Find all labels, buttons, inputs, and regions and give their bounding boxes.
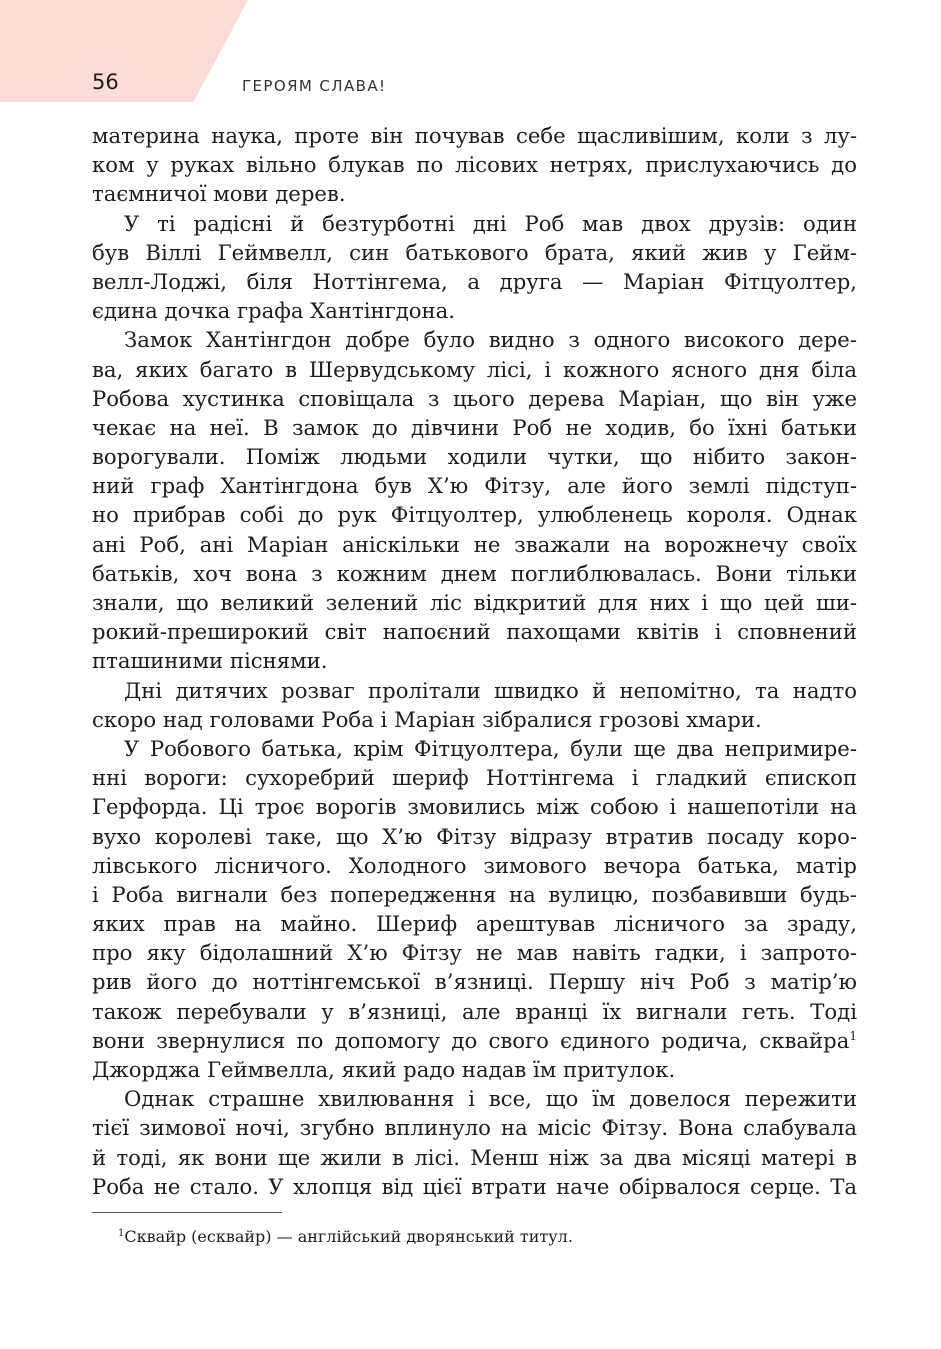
text-line: материна наука, проте він почував себе щасливішим, коли з лу- — [92, 123, 857, 148]
text-line: таємничої мови дерев. — [92, 181, 346, 207]
text-line: Дні дитячих розваг пролітали швидко й непомітно, та надто — [124, 677, 857, 703]
header-corner-decoration — [0, 0, 248, 102]
text-line: ком у руках вільно блукав по лісових нетрях, прислухаючись до — [92, 152, 857, 178]
text-line: вухо королеві таке, що Х’ю Фітзу відразу втратив посаду коро- — [92, 823, 857, 849]
text-line: Герфорда. Ці троє ворогів змовились між собою і нашепотіли на — [92, 794, 857, 820]
text-line: нні вороги: сухоребрий шериф Ноттінгема і гладкий єпископ — [92, 765, 857, 791]
text-line: Джорджа Геймвелла, який радо надав їм притулок. — [92, 1057, 676, 1082]
text-line: про яку бідолашний Х’ю Фітзу не мав навіть гадки, і запрото- — [92, 940, 857, 966]
body-text — [92, 121, 857, 1201]
text-line: У ті радісні й безтурботні дні Роб мав двох друзів: один — [124, 210, 857, 236]
text-line: Роба не стало. У хлопця від цієї втрати наче обірвалося серце. Та — [92, 1173, 857, 1199]
text-line-content: вони звернулися по допомогу до свого єдиного родича, сквайра — [92, 1027, 850, 1053]
footnote — [118, 1227, 573, 1247]
text-line: рив його до ноттінгемської в’язниці. Першу ніч Роб з матір’ю — [92, 969, 857, 995]
footnote-marker: 1 — [849, 1028, 857, 1043]
text-line-with-footnote — [92, 1026, 857, 1055]
text-line: знали, що великий зелений ліс відкритий для них і що цей ши- — [92, 590, 857, 615]
text-line: ворогували. Поміж людьми ходили чутки, що нібито закон- — [92, 444, 857, 470]
text-line: У Робового батька, крім Фітцуолтера, були ще два непримире- — [124, 735, 857, 761]
text-line: пташиними піснями. — [92, 648, 328, 674]
text-line: ані Роб, ані Маріан аніскільки не зважали на ворожнечу своїх — [92, 531, 857, 557]
text-line: скоро над головами Роба і Маріан зібралися грозові хмари. — [92, 706, 762, 732]
text-line: й тоді, як вони ще жили в лісі. Менш ніж за два місяці матері в — [92, 1144, 857, 1170]
text-line: єдина дочка графа Хантінгдона. — [92, 298, 456, 324]
text-line: чекає на неї. В замок до дівчини Роб не ходив, бо їхні батьки — [92, 414, 857, 440]
page-number: 56 — [92, 70, 119, 94]
footnote-divider — [92, 1212, 282, 1213]
text-line: ний граф Хантінгдона був Х’ю Фітзу, але його землі підступ- — [92, 473, 857, 499]
text-line: ва, яких багато в Шервудському лісі, і кожного ясного дня біла — [92, 356, 857, 382]
text-line: Робова хустинка сповіщала з цього дерева Маріан, що він уже — [92, 385, 857, 411]
text-line: Замок Хантінгдон добре було видно з одного високого дере- — [124, 327, 857, 353]
text-line: батьків, хоч вона з кожним днем поглиблювалась. Вони тільки — [92, 560, 857, 586]
text-line: Однак страшне хвилювання і все, що їм довелося пережити — [124, 1086, 857, 1112]
text-line: і Роба вигнали без попередження на вулицю, позбавивши будь- — [92, 881, 857, 907]
text-line: рокий-преширокий світ напоєний пахощами квітів і сповнений — [92, 619, 857, 645]
text-line: був Віллі Геймвелл, син батькового брата, який жив у Гейм- — [92, 239, 857, 265]
footnote-text: Сквайр (есквайр) — англійський дворянський титул. — [124, 1227, 573, 1246]
text-line: но прибрав собі до рук Фітцуолтер, улюбленець короля. Однак — [92, 502, 857, 528]
text-line: тієї зимової ночі, згубно вплинуло на місіс Фітзу. Вона слабувала — [92, 1115, 857, 1141]
text-line: яких прав на майно. Шериф арештував лісничого за зраду, — [92, 911, 857, 937]
footnote-number: 1 — [118, 1228, 125, 1239]
text-line: лівського лісничого. Холодного зимового вечора батька, матір — [92, 852, 857, 878]
text-line: велл-Лоджі, біля Ноттінгема, а друга — Маріан Фітцуолтер, — [92, 268, 857, 294]
text-line: також перебували у в’язниці, але вранці їх вигнали геть. Тоді — [92, 998, 857, 1024]
running-header: ГЕРОЯМ СЛАВА! — [242, 77, 387, 95]
